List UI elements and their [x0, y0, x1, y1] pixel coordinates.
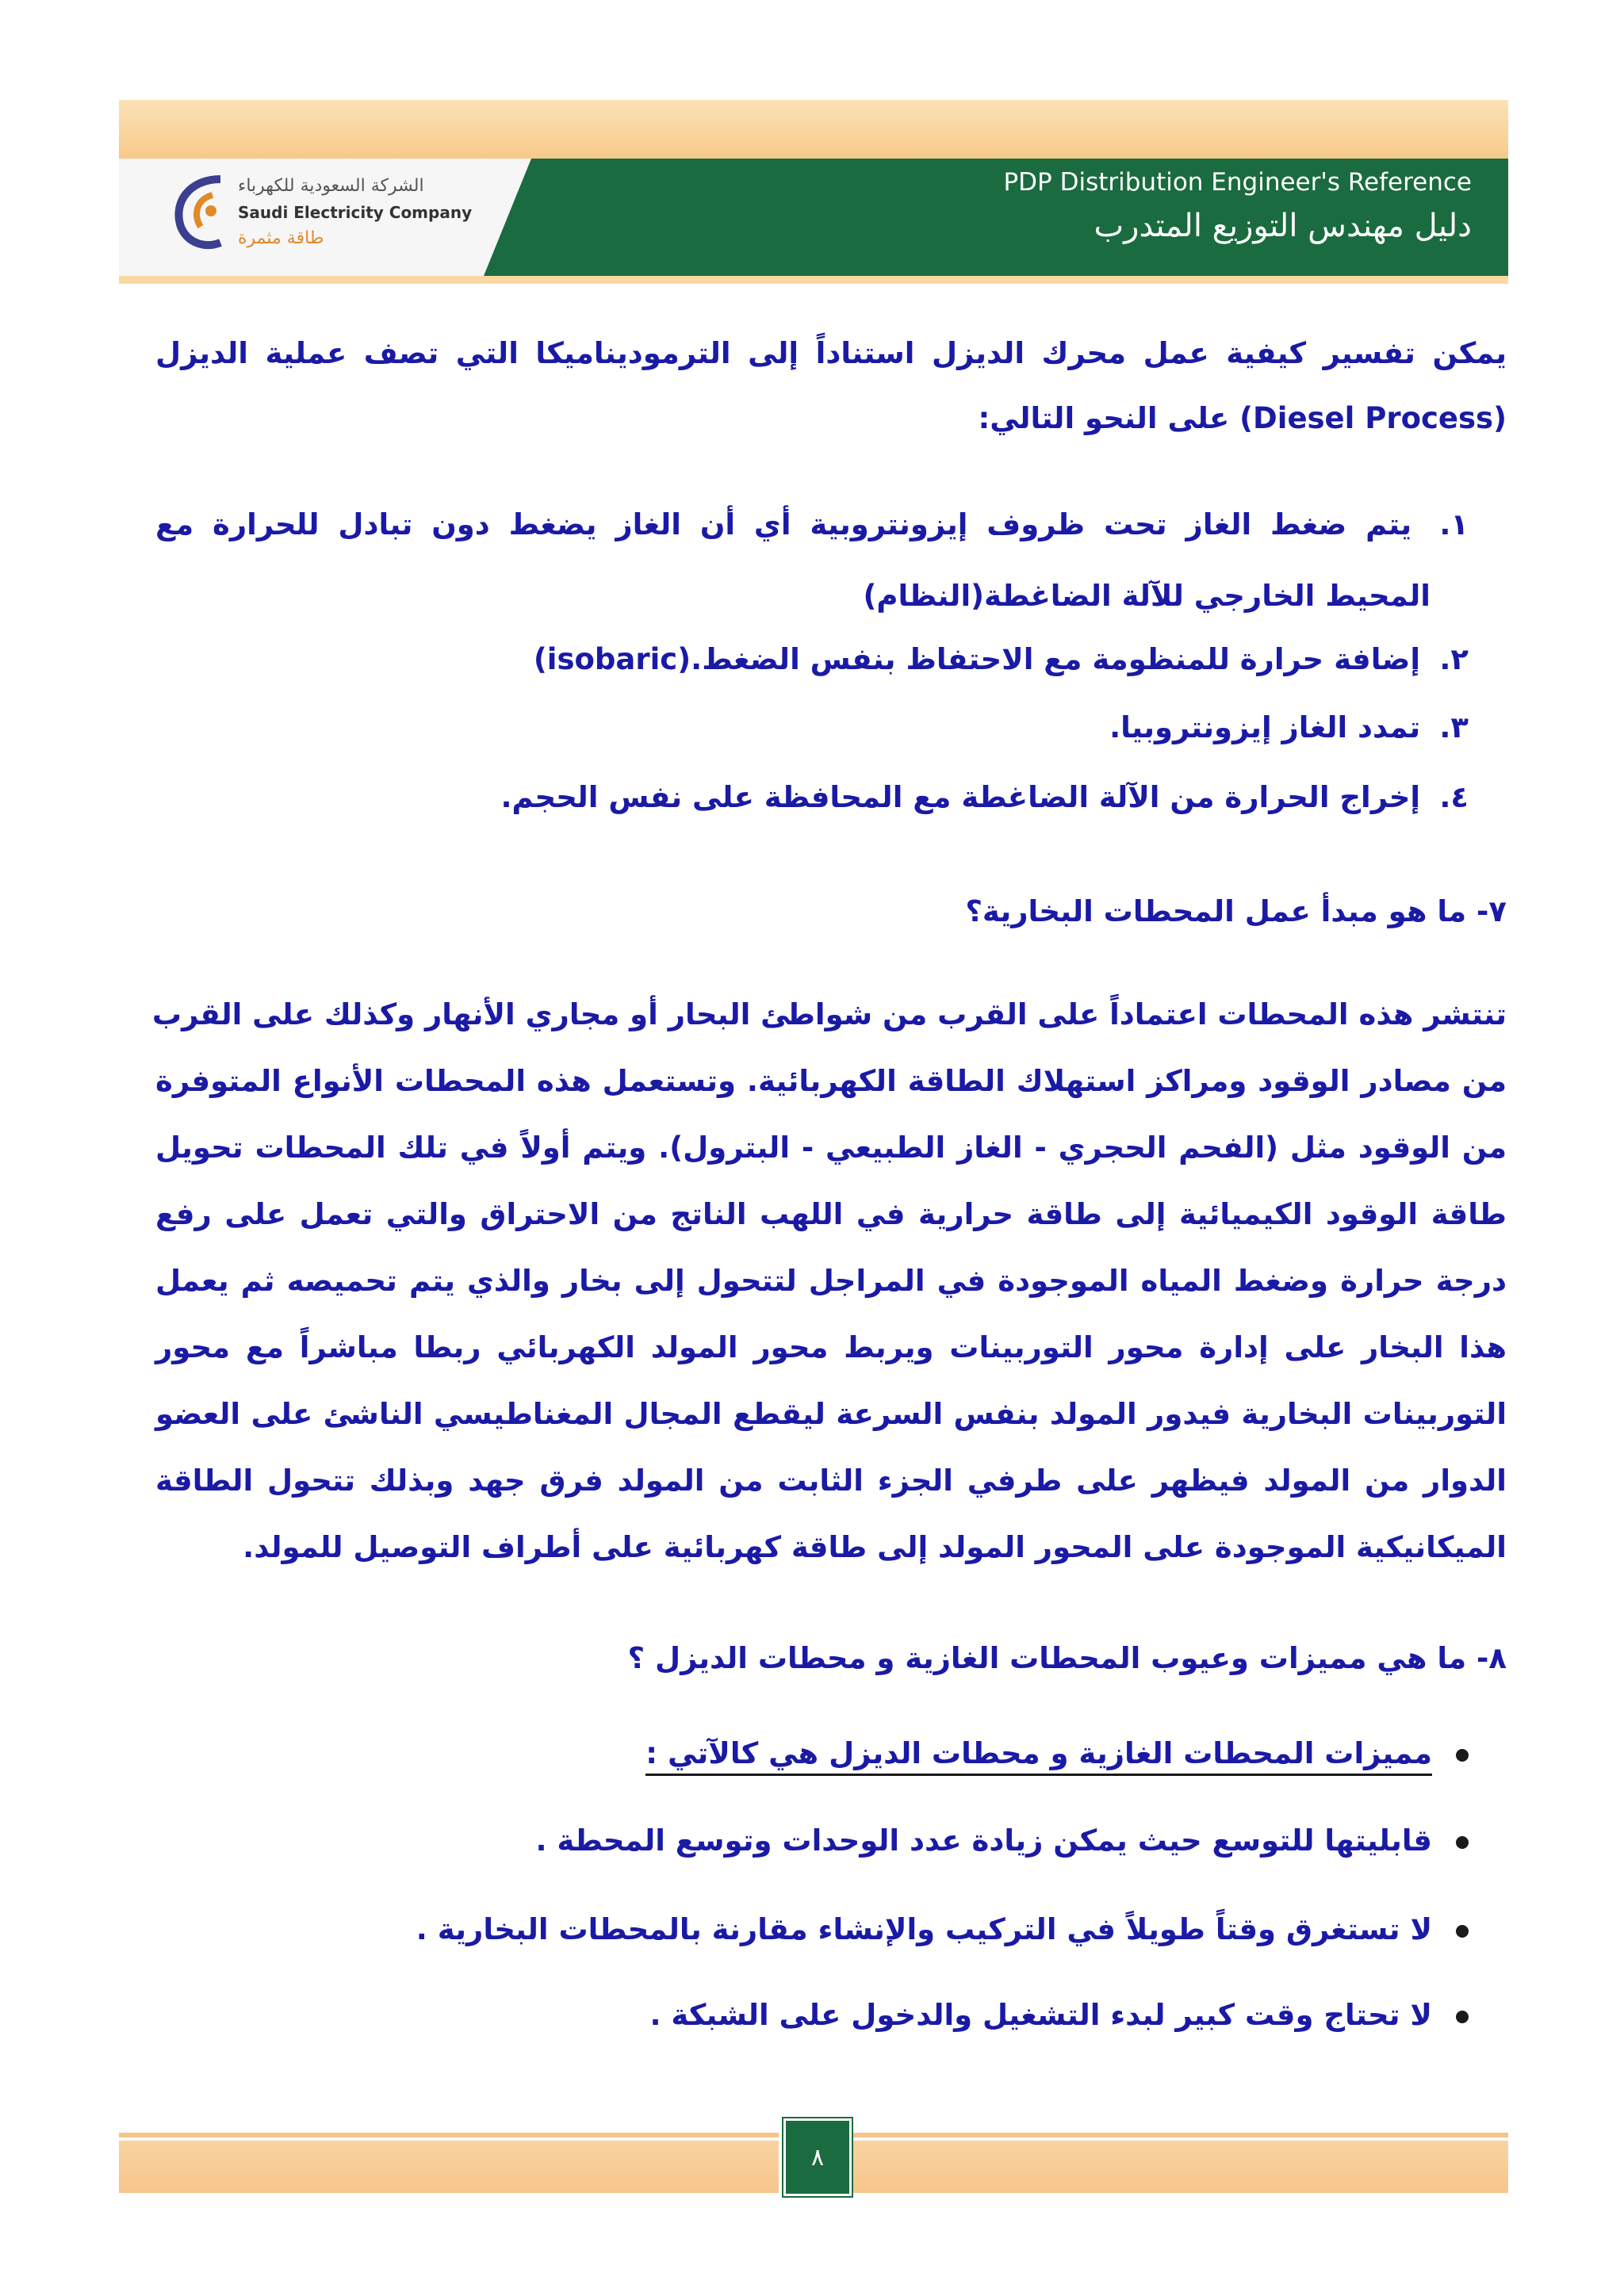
para7-line: من الوقود مثل (الفحم الحجري - الغاز الطبيعي - البترول). ويتم أولاً في تلك المحطات تحويل — [155, 1131, 1507, 1165]
step-1-continued: المحيط الخارجي للآلة الضاغطة(النظام) — [863, 579, 1431, 613]
header-title-arabic: دليل مهندس التوزيع المتدرب — [1094, 208, 1472, 244]
para7-line: التوربينات البخارية فيدور المولد بنفس السرعة ليقطع المجال المغناطيسي الناشئ على العضو — [155, 1397, 1507, 1431]
bullet-item — [535, 1823, 1469, 1858]
bullet-item — [649, 1998, 1469, 2032]
para7-line: هذا البخار على إدارة محور التوربينات ويربط محور المولد الكهربائي ربطا مباشراً مع محور — [155, 1330, 1507, 1364]
header-bottom-strip — [119, 276, 1508, 284]
step-1 — [155, 507, 1469, 541]
question-8-heading: ٨- ما هي مميزات وعيوب المحطات الغازية و محطات الديزل ؟ — [627, 1641, 1507, 1675]
step-number: ٤. — [1439, 780, 1469, 814]
intro-line-1: يمكن تفسير كيفية عمل محرك الديزل استناداً إلى الترموديناميكا التي تصف عملية الديزل — [155, 336, 1507, 370]
step-number: ٣. — [1439, 710, 1469, 744]
step-text: إخراج الحرارة من الآلة الضاغطة مع المحافظة على نفس الحجم. — [500, 780, 1421, 814]
page-number: ٨ — [783, 2118, 852, 2196]
step-text: يتم ضغط الغاز تحت ظروف إيزونتروبية أي أن الغاز يضغط دون تبادل للحرارة مع — [155, 507, 1412, 541]
bullet-icon — [1456, 1836, 1469, 1849]
logo-english-name: Saudi Electricity Company — [238, 203, 473, 222]
para7-line: الدوار من المولد فيظهر على طرفي الجزء الثابت من المولد فرق جهد وبذلك تتحول الطاقة — [155, 1464, 1507, 1498]
bullet-heading-text: مميزات المحطات الغازية و محطات الديزل هي كالآتي : — [645, 1736, 1432, 1776]
bullet-icon — [1456, 2011, 1469, 2023]
bullet-icon — [1456, 1749, 1469, 1762]
bullet-text: لا تحتاج وقت كبير لبدء التشغيل والدخول على الشبكة . — [649, 1998, 1432, 2032]
para7-line: تنتشر هذه المحطات اعتماداً على القرب من شواطئ البحار أو مجاري الأنهار وكذلك على القرب — [151, 997, 1507, 1031]
step-number: ٢. — [1439, 642, 1469, 676]
logo-tagline: طاقة مثمرة — [238, 228, 324, 248]
para7-line: من مصادر الوقود ومراكز استهلاك الطاقة الكهربائية. وتستعمل هذه المحطات الأنواع المتوفرة — [155, 1064, 1507, 1098]
step-number: ١. — [1439, 507, 1469, 541]
bullet-text: لا تستغرق وقتاً طويلاً في التركيب والإنشاء مقارنة بالمحطات البخارية . — [416, 1912, 1432, 1946]
bullet-text: قابليتها للتوسع حيث يمكن زيادة عدد الوحدات وتوسع المحطة . — [535, 1823, 1432, 1858]
step-4 — [500, 780, 1469, 814]
para7-line: طاقة الوقود الكيميائية إلى طاقة حرارية في اللهب الناتج من الاحتراق والتي تعمل على رفع — [155, 1197, 1507, 1231]
question-7-heading: ٧- ما هو مبدأ عمل المحطات البخارية؟ — [965, 894, 1507, 928]
logo-arabic-name: الشركة السعودية للكهرباء — [238, 176, 424, 196]
header-top-band — [119, 100, 1508, 159]
header-title-english: PDP Distribution Engineer's Reference — [1003, 168, 1472, 197]
step-2 — [534, 642, 1469, 676]
bullet-item — [416, 1912, 1469, 1946]
step-3 — [1109, 710, 1469, 744]
intro-line-2: (Diesel Process) على النحو التالي: — [978, 401, 1507, 435]
bullet-icon — [1456, 1925, 1469, 1938]
para7-line: درجة حرارة وضغط المياه الموجودة في المراجل لتتحول إلى بخار والذي يتم تحميصه ثم يعمل — [155, 1264, 1507, 1298]
step-text: إضافة حرارة للمنظومة مع الاحتفاظ بنفس الضغط.(isobaric) — [533, 642, 1421, 676]
step-text: تمدد الغاز إيزونتروبيا. — [1109, 710, 1421, 744]
company-logo-icon — [165, 163, 236, 258]
para7-line: الميكانيكية الموجودة على المحور المولد إلى طاقة كهربائية على أطراف التوصيل للمولد. — [243, 1530, 1507, 1564]
bullet-heading — [645, 1736, 1469, 1770]
